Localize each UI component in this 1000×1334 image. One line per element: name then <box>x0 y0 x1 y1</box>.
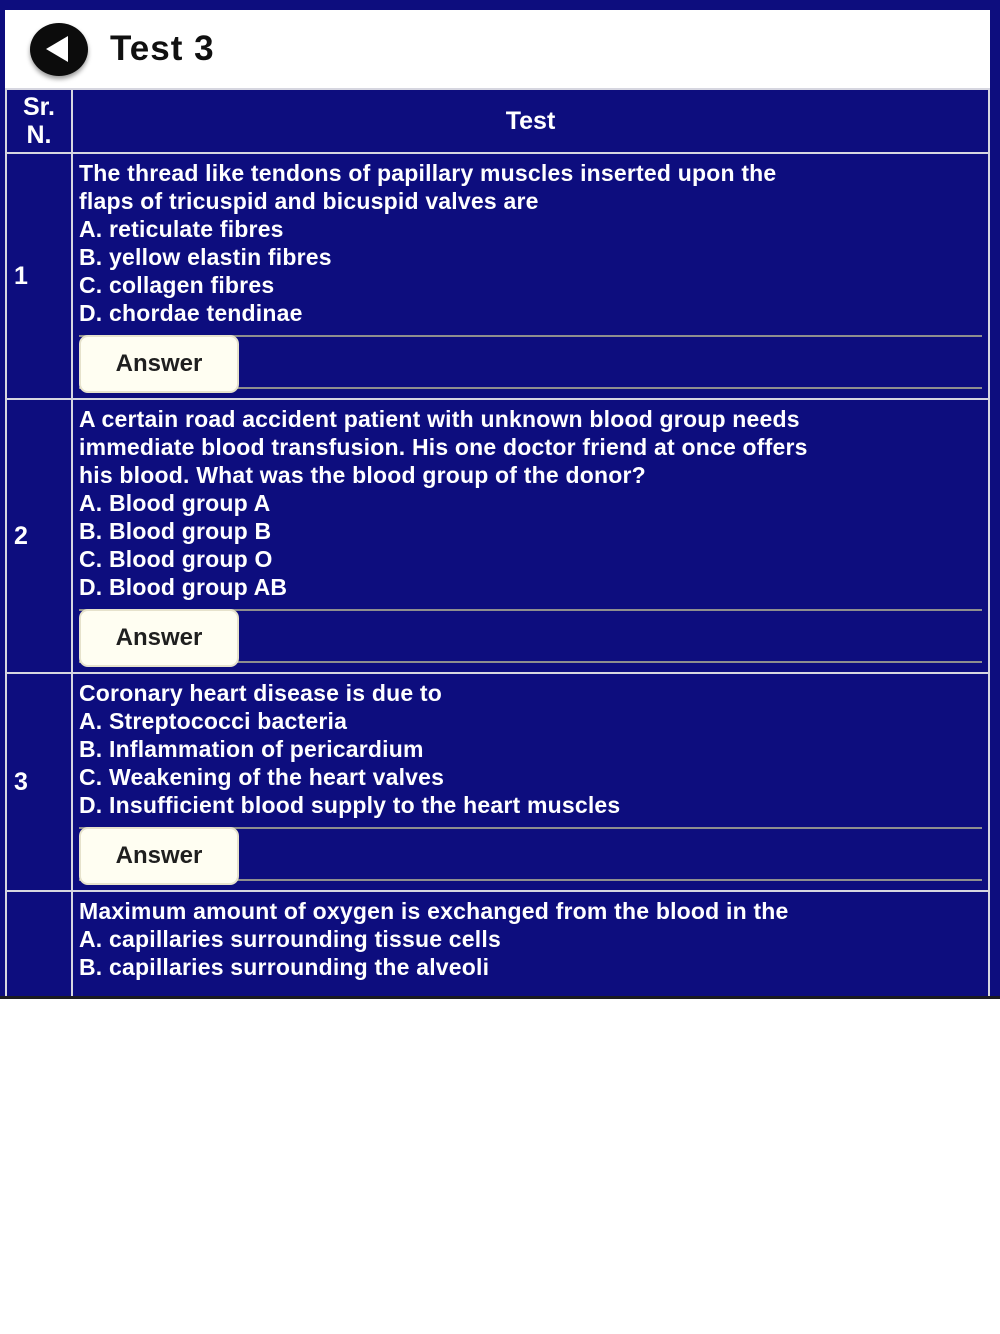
question-row <box>6 673 989 891</box>
question-table <box>5 88 990 999</box>
question-number: 1 <box>6 153 72 399</box>
question-text-line: flaps of tricuspid and bicuspid valves are <box>79 188 539 214</box>
question-text-line: Maximum amount of oxygen is exchanged from the blood in the <box>79 898 789 924</box>
question-option: D. Blood group AB <box>79 574 288 600</box>
question-number: 2 <box>6 399 72 673</box>
column-header-srn: Sr. N. <box>6 89 72 153</box>
question-row <box>6 153 989 399</box>
question-option: C. Weakening of the heart valves <box>79 764 445 790</box>
answer-reveal-area <box>79 609 982 663</box>
question-row <box>6 891 989 999</box>
question-option: B. capillaries surrounding the alveoli <box>79 954 490 980</box>
question-row <box>6 399 989 673</box>
question-text-line: A certain road accident patient with unknown blood group needs <box>79 406 800 432</box>
answer-reveal-area <box>79 827 982 881</box>
question-cell <box>72 399 989 673</box>
question-option: A. reticulate fibres <box>79 216 284 242</box>
question-text-line: The thread like tendons of papillary muscles inserted upon the <box>79 160 777 186</box>
answer-button[interactable]: Answer <box>79 335 239 393</box>
question-number: 3 <box>6 673 72 891</box>
page-title: Test 3 <box>110 29 215 68</box>
question-text-line: Coronary heart disease is due to <box>79 680 443 706</box>
question-option: B. Blood group B <box>79 518 272 544</box>
answer-reveal-area <box>79 335 982 389</box>
question-option: A. Streptococci bacteria <box>79 708 348 734</box>
question-cell <box>72 153 989 399</box>
table-header-row <box>6 89 989 153</box>
back-button[interactable] <box>30 23 88 76</box>
question-number <box>6 891 72 999</box>
question-cell <box>72 891 989 999</box>
answer-button[interactable]: Answer <box>79 609 239 667</box>
app-header <box>5 10 990 88</box>
question-cell <box>72 673 989 891</box>
answer-button[interactable]: Answer <box>79 827 239 885</box>
question-option: C. collagen fibres <box>79 272 275 298</box>
column-header-test: Test <box>72 89 989 153</box>
question-option: B. yellow elastin fibres <box>79 244 332 270</box>
question-option: B. Inflammation of pericardium <box>79 736 424 762</box>
question-text-line: his blood. What was the blood group of the donor? <box>79 462 646 488</box>
question-option: D. Insufficient blood supply to the heart muscles <box>79 792 621 818</box>
question-option: D. chordae tendinae <box>79 300 303 326</box>
back-arrow-icon <box>46 36 68 62</box>
question-text-line: immediate blood transfusion. His one doctor friend at once offers <box>79 434 808 460</box>
question-option: A. capillaries surrounding tissue cells <box>79 926 501 952</box>
question-option: A. Blood group A <box>79 490 271 516</box>
question-option: C. Blood group O <box>79 546 273 572</box>
